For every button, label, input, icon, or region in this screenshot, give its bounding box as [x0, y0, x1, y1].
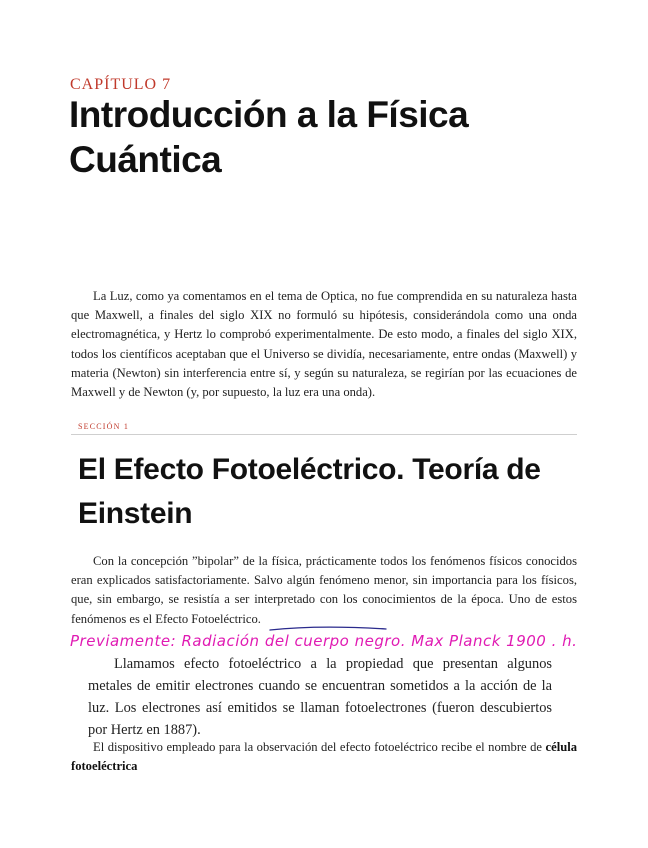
- definition-paragraph: [88, 653, 552, 741]
- chapter-label: CAPÍTULO 7: [70, 76, 172, 93]
- device-paragraph-text: El dispositivo empleado para la observación del efecto fotoeléctrico recibe el nombre de: [93, 740, 546, 754]
- efecto-fotoelectrico-link[interactable]: Efecto Fotoeléctrico: [155, 611, 258, 626]
- device-paragraph: [71, 738, 577, 776]
- paragraph-bipolar-text: Con la concepción ”bipolar” de la física, prácticamente todos los fenómenos físicos conocidos eran explicados satisfactoriamente. Salvo algún fenómeno menor, sin importancia para los físicos, que, sin embargo, se resistía a ser interpretado con los conocimientos de la época. Uno de estos fenómenos es el: [71, 554, 577, 626]
- intro-paragraph: [71, 287, 577, 402]
- section-divider: [71, 434, 577, 435]
- section-label: SECCIÓN 1: [78, 422, 130, 431]
- definition-paragraph-text: Llamamos efecto fotoeléctrico a la propiedad que presentan algunos metales de emitir electrones cuando se encuentran sometidos a la acción de la luz. Los electrones así emitidos se llaman fotoelectrones (fueron descubiertos por Hertz en 1887).: [88, 656, 552, 738]
- celula-fotoelectrica-term: célula fotoeléctrica: [71, 740, 577, 774]
- chapter-title: Introducción a la Física Cuántica: [69, 94, 469, 180]
- paragraph-bipolar-end: .: [257, 611, 261, 626]
- handwritten-note: Previamente: Radiación del cuerpo negro. Max Planck 1900 . h.: [70, 632, 578, 650]
- paragraph-bipolar: [71, 552, 577, 629]
- section-title: El Efecto Fotoeléctrico. Teoría de Einstein: [78, 453, 541, 530]
- intro-paragraph-text: La Luz, como ya comentamos en el tema de Optica, no fue comprendida en su naturaleza hasta que Maxwell, a finales del siglo XIX no formuló su hipótesis, considerándola como una onda electromagnética, y Hertz lo comprobó experimentalmente. De esto modo, a finales del siglo XIX, todos los científicos aceptaban que el Universo se dividía, necesariamente, entre ondas (Maxwell) y materia (Newton) sin interferencia entre sí, y según su naturaleza, se regirían por las ecuaciones de Maxwell y de Newton (y, por supuesto, la luz era una onda).: [71, 289, 577, 400]
